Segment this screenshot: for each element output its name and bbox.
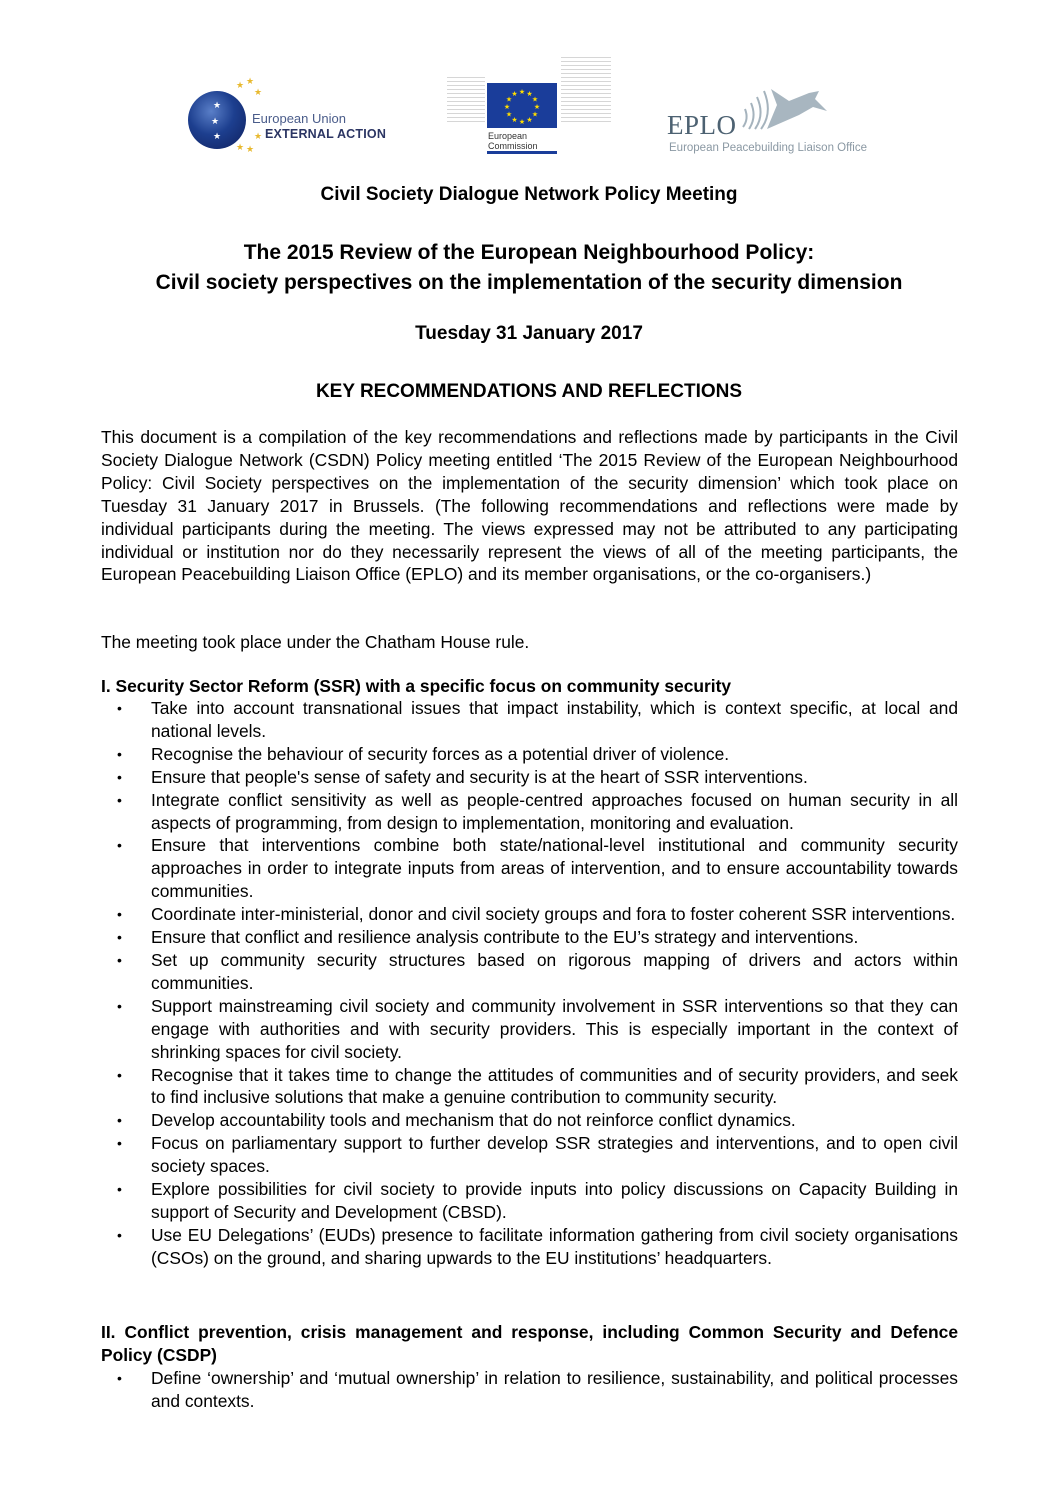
bullet-icon: • [117, 951, 122, 968]
list-item: • Recognise the behaviour of security forces as a potential driver of violence. [117, 743, 730, 764]
bullet-icon: • [117, 997, 122, 1014]
svg-text:★: ★ [526, 90, 533, 98]
svg-text:★: ★ [531, 95, 539, 104]
building-lines-right [561, 57, 611, 123]
svg-text:★: ★ [533, 103, 541, 111]
section-2-heading: II. Conflict prevention, crisis management and response, including Common Security and Defence Policy (CSDP) [101, 1322, 958, 1365]
bullet-icon: • [117, 1370, 122, 1386]
svg-text:★: ★ [518, 118, 526, 126]
section-2-recommendations [101, 1367, 958, 1413]
bullet-icon: • [117, 1135, 122, 1152]
list-item: • Recognise that it takes time to change the attitudes of communities and of security providers, and seek to find inclusive solutions that make a genuine contribution to community security. [117, 1064, 958, 1108]
section-1-heading: I. Security Sector Reform (SSR) with a specific focus on community security [101, 676, 732, 696]
svg-text:★: ★ [505, 110, 513, 119]
bullet-icon: • [117, 768, 122, 785]
bullet-icon: • [117, 745, 122, 762]
bullet-icon: • [117, 1112, 122, 1129]
svg-text:★: ★ [511, 116, 518, 124]
bullet-icon: • [117, 791, 122, 808]
eeas-logo-line2: EXTERNAL ACTION [265, 127, 387, 141]
bullet-icon: • [117, 837, 122, 854]
building-lines-left [447, 77, 485, 125]
list-item: • Set up community security structures based on rigorous mapping of drivers and actors within communities. [117, 949, 958, 993]
svg-text:★: ★ [503, 103, 511, 111]
ec-logo-bar [487, 151, 557, 154]
svg-text:★: ★ [511, 90, 518, 98]
title-line-1: The 2015 Review of the European Neighbourhood Policy: [243, 241, 815, 264]
list-item: • Use EU Delegations’ (EUDs) presence to facilitate information gathering from civil society organisations (CSOs) on the ground, and sharing upwards to the EU institutions’ headquarters. [117, 1224, 958, 1268]
chatham-house-note: The meeting took place under the Chatham House rule. [101, 632, 530, 652]
svg-text:★: ★ [531, 110, 539, 119]
section-1-recommendations [101, 697, 958, 1270]
bullet-icon: • [117, 1066, 122, 1083]
bullet-icon: • [117, 1226, 122, 1243]
meeting-heading: Civil Society Dialogue Network Policy Meeting [320, 184, 738, 205]
list-item: • Develop accountability tools and mechanism that do not reinforce conflict dynamics. [117, 1110, 796, 1131]
bullet-icon: • [117, 1181, 122, 1198]
intro-paragraph: This document is a compilation of the key recommendations and reflections made by participants in the Civil Society Dialogue Network (CSDN) Policy meeting entitled ‘The 2015 Review of the European Neighbourhood Policy: Civil Society perspectives on the implementation of the security dimension’ which took place on Tuesday 31 January 2017 in Brussels. (The following recommendations and reflections were made by individual participants during the meeting. The views expressed may not be attributed to any participating individual or institution nor do they necessarily represent the views of all of the meeting participants, the European Peacebuilding Liaison Office (EPLO) and its member organisations, or the co-organisers.) [101, 427, 958, 585]
document-title [0, 238, 1058, 298]
svg-text:★: ★ [505, 95, 513, 104]
list-item: • Explore possibilities for civil society to provide inputs into policy discussions on Capacity Building in support of Security and Development (CBSD). [117, 1179, 958, 1222]
eeas-logo: ★ ★ ★ ★ ★ ★ ★ ★ ★ European Union EXTERNAL ACTION [186, 75, 406, 155]
list-item: • Coordinate inter-ministerial, donor and civil society groups and fora to foster coherent SSR interventions. [117, 904, 956, 925]
list-item: • Ensure that people's sense of safety and security is at the heart of SSR interventions. [117, 766, 808, 787]
bullet-icon: • [117, 929, 122, 946]
list-item: • Ensure that interventions combine both state/national-level institutional and community security approaches in order to integrate inputs from areas of intervention, and to ensure accountability towards communities. [117, 835, 958, 902]
ec-logo-text: European Commission [488, 131, 538, 151]
title-line-2: Civil society perspectives on the implementation of the security dimension [155, 271, 903, 294]
eplo-logo-subtitle: European Peacebuilding Liaison Office [669, 142, 867, 154]
logo-bar [0, 55, 1058, 165]
eu-flag-icon [487, 83, 557, 128]
svg-text:★: ★ [518, 88, 526, 96]
svg-text:★: ★ [526, 116, 533, 124]
eeas-logo-line1: European Union [252, 111, 346, 126]
list-item: • Support mainstreaming civil society and community involvement in SSR interventions so that they can engage with authorities and with security providers. This is especially important in the context of shrinking spaces for civil society. [117, 995, 958, 1062]
section-subtitle: KEY RECOMMENDATIONS AND REFLECTIONS [315, 381, 743, 402]
list-item: • Focus on parliamentary support to further develop SSR strategies and interventions, and to open civil society spaces. [117, 1133, 958, 1177]
bird-signal-icon [737, 85, 857, 135]
list-item: • Define ‘ownership’ and ‘mutual ownership’ in relation to resilience, sustainability, and political processes and contexts. [117, 1368, 958, 1411]
list-item: • Ensure that conflict and resilience analysis contribute to the EU’s strategy and interventions. [117, 927, 859, 948]
eplo-logo-name: EPLO [667, 110, 737, 140]
list-item: • Take into account transnational issues that impact instability, which is context specific, at local and national levels. [117, 698, 958, 741]
bullet-icon: • [117, 906, 122, 923]
meeting-date: Tuesday 31 January 2017 [415, 323, 643, 344]
eplo-logo [667, 85, 877, 160]
list-item: • Integrate conflict sensitivity as well as people-centred approaches focused on human security in all aspects of programming, from design to implementation, monitoring and evaluation. [117, 789, 958, 833]
bullet-icon: • [117, 700, 122, 716]
european-commission-logo [447, 55, 617, 155]
